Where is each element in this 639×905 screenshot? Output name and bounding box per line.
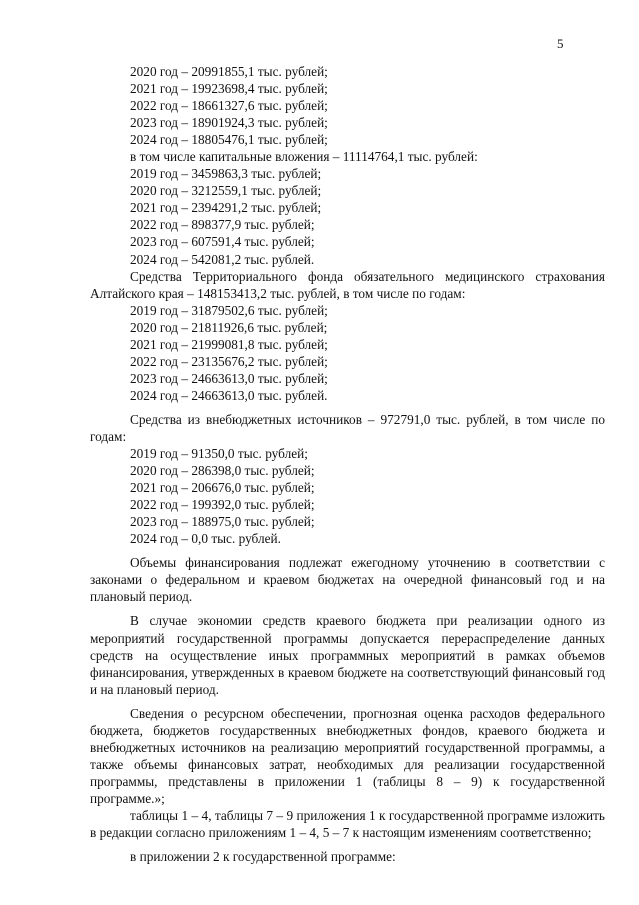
extrabudget-by-year-list — [90, 445, 605, 547]
list-item: 2020 год – 21811926,6 тыс. рублей; — [130, 319, 328, 335]
list-item: 2020 год – 3212559,1 тыс. рублей; — [130, 183, 322, 199]
list-item: 2019 год – 3459863,3 тыс. рублей; — [130, 166, 322, 182]
list-item: в том числе капитальные вложения – 11114764,1 тыс. рублей: — [130, 149, 478, 165]
list-item: 2019 год – 31879502,6 тыс. рублей; — [130, 302, 328, 318]
list-item: 2022 год – 23135676,2 тыс. рублей; — [130, 353, 328, 369]
list-item: 2021 год – 206676,0 тыс. рублей; — [130, 480, 315, 496]
paragraph-funding-volumes: Объемы финансирования подлежат ежегодному уточнению в соответствии с законами о федеральном и краевом бюджетах на очередной финансовый год и на плановый период. — [90, 555, 605, 605]
paragraph-tables-amendment: таблицы 1 – 4, таблицы 7 – 9 приложения 1 к государственной программе изложить в редакции согласно приложениям 1 – 4, 5 – 7 к настоящим изменениям соответственно; — [90, 807, 605, 841]
list-item: 2024 год – 542081,2 тыс. рублей. — [130, 251, 315, 267]
tfoms-by-year-list — [90, 302, 605, 404]
list-item: 2022 год – 199392,0 тыс. рублей; — [130, 497, 315, 513]
paragraph-extrabudget-funding: Средства из внебюджетных источников – 972791,0 тыс. рублей, в том числе по годам: — [90, 411, 605, 444]
list-item: 2023 год – 188975,0 тыс. рублей; — [130, 514, 315, 530]
list-item: 2023 год – 18901924,3 тыс. рублей; — [130, 115, 328, 131]
paragraph-appendix-2: в приложении 2 к государственной программе: — [130, 849, 396, 865]
paragraph-budget-savings: В случае экономии средств краевого бюджета при реализации одного из мероприятий государственной программы допускается перераспределение данных средств на осуществление иных программных мероприятий в рамках объемов финансирования, утвержденных в краевом бюджете на соответствующий финансовый год и на плановый период. — [90, 613, 605, 697]
list-item: 2020 год – 286398,0 тыс. рублей; — [130, 463, 315, 479]
paragraph-tfoms-funding: Средства Территориального фонда обязательного медицинского страхования Алтайского края – 148153413,2 тыс. рублей, в том числе по годам: — [90, 268, 605, 301]
list-item: 2021 год – 19923698,4 тыс. рублей; — [130, 81, 328, 97]
list-item: 2021 год – 21999081,8 тыс. рублей; — [130, 336, 328, 352]
funding-by-year-list — [90, 63, 605, 268]
list-item: 2022 год – 898377,9 тыс. рублей; — [130, 217, 315, 233]
list-item: 2023 год – 607591,4 тыс. рублей; — [130, 234, 315, 250]
page-number: 5 — [557, 36, 564, 51]
list-item: 2024 год – 18805476,1 тыс. рублей; — [130, 132, 328, 148]
list-item: 2024 год – 24663613,0 тыс. рублей. — [130, 387, 328, 403]
list-item: 2020 год – 20991855,1 тыс. рублей; — [130, 64, 328, 79]
list-item: 2019 год – 91350,0 тыс. рублей; — [130, 446, 308, 462]
list-item: 2022 год – 18661327,6 тыс. рублей; — [130, 98, 328, 114]
list-item: 2021 год – 2394291,2 тыс. рублей; — [130, 200, 322, 216]
document-body — [90, 63, 605, 865]
list-item: 2024 год – 0,0 тыс. рублей. — [130, 531, 281, 547]
paragraph-resource-info: Сведения о ресурсном обеспечении, прогнозная оценка расходов федерального бюджета, бюджетов государственных внебюджетных фондов, краевого бюджета и внебюджетных источников на реализацию мероприятий государственной программы, а также объемы финансовых затрат, необходимых для реализации государственной программы, представлены в приложении 1 (таблицы 8 – 9) к государственной программе.»; — [90, 705, 605, 806]
list-item: 2023 год – 24663613,0 тыс. рублей; — [130, 370, 328, 386]
